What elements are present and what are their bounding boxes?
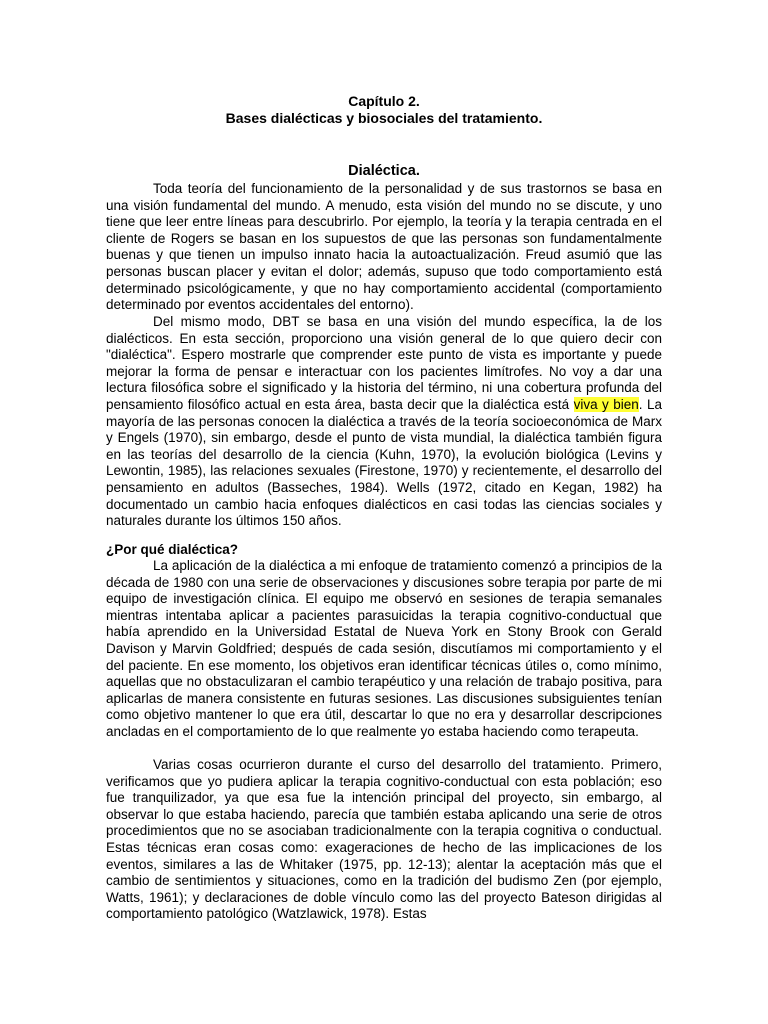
paragraph-2-text-before: Del mismo modo, DBT se basa en una visión del mundo específica, la de los dialécticos. En esta sección, proporciono una visión general de lo que quiero decir con "dialéctica". Espero mostrarle que comprender este punto de vista es importante y puede mejorar la forma de pensar e interactuar con los pacientes limítrofes. No voy a dar una lectura filosófica sobre el significado y la historia del término, ni una cobertura profunda del pensamiento filosófico actual en esta área, basta decir que la dialéctica está xyxy=(106,314,662,412)
paragraph-2 xyxy=(106,314,662,530)
paragraph-4: Varias cosas ocurrieron durante el curso del desarrollo del tratamiento. Primero, verificamos que yo pudiera aplicar la terapia cognitivo-conductual con esta población; eso fue tranquilizador, ya que esa fue la intención principal del proyecto, sin embargo, al observar lo que estaba haciendo, parecía que también estaba aplicando una serie de otros procedimientos que no se asociaban tradicionalmente con la terapia cognitiva o conductual. Estas técnicas eran cosas como: exageraciones de hecho de las implicaciones de los eventos, similares a las de Whitaker (1975, pp. 12-13); alentar la aceptación más que el cambio de sentimientos y situaciones, como en la tradición del budismo Zen (por ejemplo, Watts, 1961); y declaraciones de doble vínculo como las del proyecto Bateson dirigidas al comportamiento patológico (Watzlawick, 1978). Estas xyxy=(106,757,662,922)
highlighted-text: viva y bien xyxy=(573,396,639,412)
subheading: ¿Por qué dialéctica? xyxy=(106,542,239,557)
chapter-number: Capítulo 2. xyxy=(348,93,420,109)
paragraph-3: La aplicación de la dialéctica a mi enfoque de tratamiento comenzó a principios de la década de 1980 con una serie de observaciones y discusiones sobre terapia por parte de mi equipo de investigación clínica. El equipo me observó en sesiones de terapia semanales mientras intentaba aplicar a pacientes parasuicidas la terapia cognitivo-conductual que había aprendido en la Universidad Estatal de Nueva York en Stony Brook con Gerald Davison y Marvin Goldfried; después de cada sesión, discutíamos mi comportamiento y el del paciente. En ese momento, los objetivos eran identificar técnicas útiles o, como mínimo, aquellas que no obstaculizaran el cambio terapéutico y una relación de trabajo positiva, para aplicarlas de manera consistente en futuras sesiones. Las discusiones subsiguientes tenían como objetivo mantener lo que era útil, descartar lo que no era y desarrollar descripciones ancladas en el comportamiento de lo que realmente yo estaba haciendo como terapeuta. xyxy=(106,558,662,739)
paragraph-1: Toda teoría del funcionamiento de la personalidad y de sus trastornos se basa en una visión fundamental del mundo. A menudo, esta visión del mundo no se discute, y uno tiene que leer entre líneas para descubrirlo. Por ejemplo, la teoría y la terapia centrada en el cliente de Rogers se basan en los supuestos de que las personas son fundamentalmente buenas y que tienen un impulso innato hacia la autoactualización. Freud asumió que las personas buscan placer y evitan el dolor; además, supuso que todo comportamiento está determinado psicológicamente, y que no hay comportamiento accidental (comportamiento determinado por eventos accidentales del entorno). xyxy=(106,181,662,313)
section-title: Dialéctica. xyxy=(348,163,420,179)
paragraph-2-text-after: . La mayoría de las personas conocen la dialéctica a través de la teoría socioeconómica de Marx y Engels (1970), sin embargo, desde el punto de vista mundial, la dialéctica también figura en las teorías del desarrollo de la ciencia (Kuhn, 1970), la evolución biológica (Levins y Lewontin, 1985), las relaciones sexuales (Firestone, 1970) y recientemente, el desarrollo del pensamiento en adultos (Basseches, 1984). Wells (1972, citado en Kegan, 1982) ha documentado un cambio hacia enfoques dialécticos en casi todas las ciencias sociales y naturales durante los últimos 150 años. xyxy=(106,396,662,529)
chapter-title: Bases dialécticas y biosociales del tratamiento. xyxy=(225,110,543,126)
